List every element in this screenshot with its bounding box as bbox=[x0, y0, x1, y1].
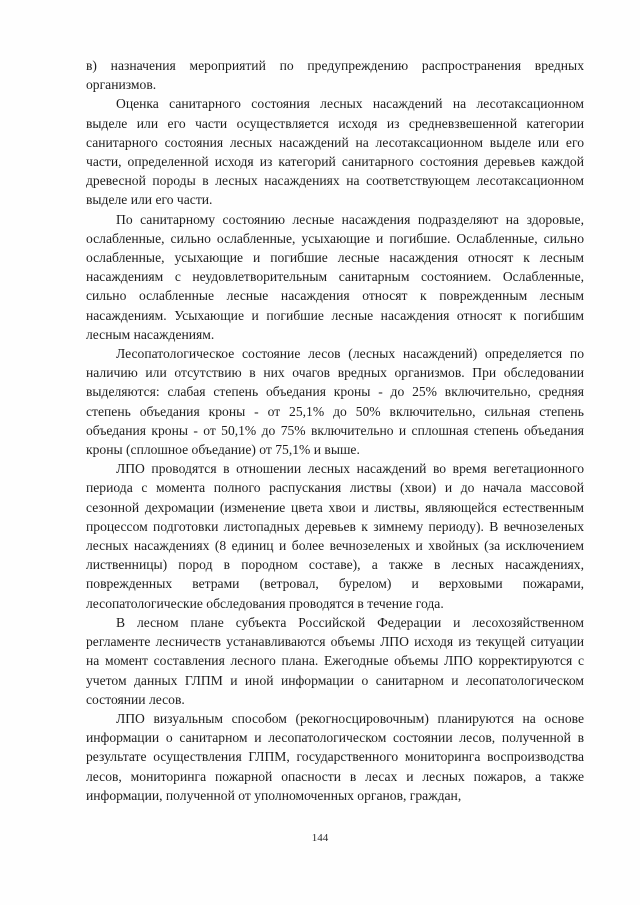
paragraph-3: По санитарному состоянию лесные насаждения подразделяют на здоровые, ослабленные, сильно ослабленные, усыхающие и погибшие. Ослабленные, сильно ослабленные, усыхающие и погибшие лесные насаждения относят к лесным насаждениям с неудовлетворительным санитарным состоянием. Ослабленные, сильно ослабленные лесные насаждения относят к поврежденным лесным насаждениям. Усыхающие и погибшие лесные насаждения относят к погибшим лесным насаждениям. bbox=[86, 211, 584, 342]
paragraph-1: в) назначения мероприятий по предупреждению распространения вредных организмов. bbox=[86, 58, 584, 93]
body-text bbox=[86, 56, 584, 805]
paragraph-2: Оценка санитарного состояния лесных насаждений на лесотаксационном выделе или его части осуществляется исходя из средневзвешенной категории санитарного состояния лесных насаждений на лесотаксационном выделе или его части, определенной исходя из категорий санитарного состояния деревьев каждой древесной породы в лесных насаждениях на соответствующем лесотаксационном выделе или его части. bbox=[86, 96, 584, 208]
paragraph-6: В лесном плане субъекта Российской Федерации и лесохозяйственном регламенте лесничеств устанавливаются объемы ЛПО исходя из текущей ситуации на момент составления лесного плана. Ежегодные объемы ЛПО корректируются с учетом данных ГЛПМ и иной информации о санитарном и лесопатологическом состоянии лесов. bbox=[86, 614, 584, 707]
paragraph-5: ЛПО проводятся в отношении лесных насаждений во время вегетационного периода с момента полного распускания листвы (хвои) и до начала массовой сезонной дехромации (изменение цвета хвои и листвы, являющейся естественным процессом подготовки листопадных деревьев к зимнему периоду). В вечнозеленых лесных насаждениях (8 единиц и более вечнозеленых и хвойных (за исключением лиственницы) пород в породном составе), а также в лесных насаждениях, поврежденных ветрами (ветровал, бурелом) и верховыми пожарами, лесопатологические обследования проводятся в течение года. bbox=[86, 461, 584, 611]
page-number: 144 bbox=[311, 832, 329, 844]
paragraph-7: ЛПО визуальным способом (рекогносцировочным) планируются на основе информации о санитарном и лесопатологическом состоянии лесов, полученной в результате осуществления ГЛПМ, государственного мониторинга воспроизводства лесов, мониторинга пожарной опасности в лесах и лесных пожаров, а также информации, полученной от уполномоченных органов, граждан, bbox=[86, 710, 584, 803]
paragraph-4: Лесопатологическое состояние лесов (лесных насаждений) определяется по наличию или отсутствию в них очагов вредных организмов. При обследовании выделяются: слабая степень объедания кроны - до 25% включительно, средняя степень объедания кроны - от 25,1% до 50% включительно, сильная степень объедания кроны - от 50,1% до 75% включительно и сплошная степень объедания кроны (сплошное объедание) от 75,1% и выше. bbox=[86, 346, 584, 458]
